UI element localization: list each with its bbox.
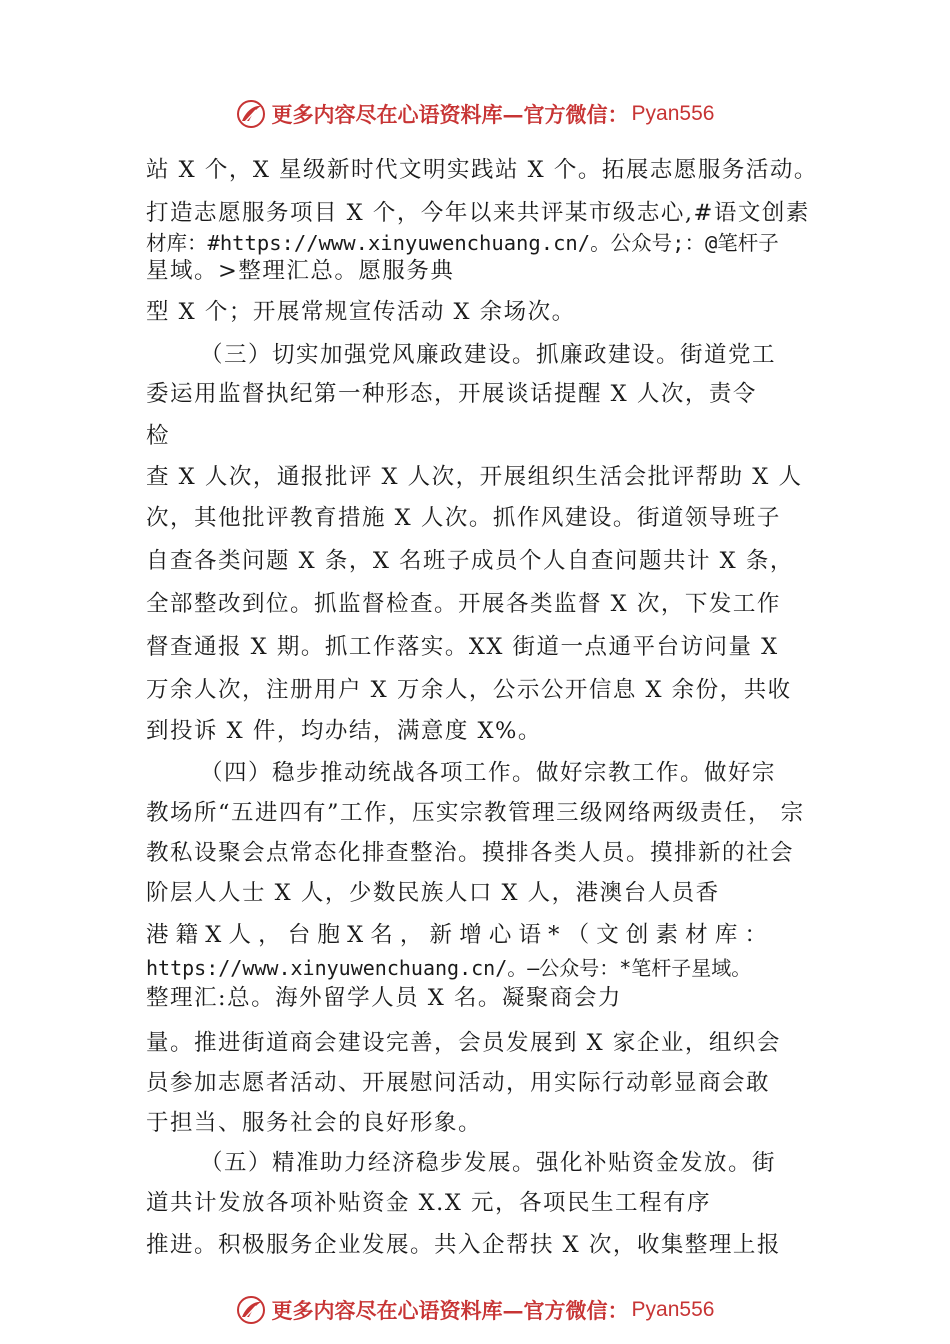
text-line: 星域。>整理汇总。愿服务典 (146, 258, 455, 284)
text-line: 到投诉 X 件，均办结，满意度 X%。 (146, 718, 542, 744)
text-line: 材库：#https://www.xinyuwenchuang.cn/。公众号;：@笔杆子 (146, 231, 779, 255)
text-line: 检 (146, 423, 171, 449)
brand-logo-icon (236, 99, 266, 129)
text-line: 教场所“五进四有”工作，压实宗教管理三级网络两级责任， 宗 (146, 800, 805, 826)
text-line: 站 X 个，X 星级新时代文明实践站 X 个。拓展志愿服务活动。 (146, 157, 818, 183)
text-line: 打造志愿服务项目 X 个，今年以来共评某市级志心,#语文创素 (146, 200, 810, 226)
text-line: 道共计发放各项补贴资金 X.X 元，各项民生工程有序 (146, 1190, 711, 1216)
text-line: 员参加志愿者活动、开展慰问活动，用实际行动彰显商会敢 (146, 1070, 771, 1096)
text-line: 量。推进街道商会建设完善，会员发展到 X 家企业，组织会 (146, 1030, 781, 1056)
text-line: 阶层人人士 X 人，少数民族人口 X 人，港澳台人员香 (146, 880, 720, 906)
text-line: 万余人次，注册用户 X 万余人，公示公开信息 X 余份，共收 (146, 677, 792, 703)
text-line: 查 X 人次，通报批评 X 人次，开展组织生活会批评帮助 X 人 (146, 464, 803, 490)
section-heading: （四）稳步推动统战各项工作。做好宗教工作。做好宗 (200, 760, 777, 786)
text-line: 型 X 个；开展常规宣传活动 X 余场次。 (146, 299, 576, 325)
section-heading: （五）精准助力经济稳步发展。强化补贴资金发放。街 (200, 1150, 777, 1176)
footer-banner (0, 1290, 950, 1330)
banner-text: 更多内容尽在心语资料库—官方微信： (271, 102, 629, 127)
text-line: 教私设聚会点常态化排查整治。摸排各类人员。摸排新的社会 (146, 840, 795, 866)
text-line: 次，其他批评教育措施 X 人次。抓作风建设。街道领导班子 (146, 505, 781, 531)
text-line: 委运用监督执纪第一种形态，开展谈话提醒 X 人次，责令 (146, 381, 757, 407)
text-line: 于担当、服务社会的良好形象。 (146, 1110, 483, 1136)
section-heading: （三）切实加强党风廉政建设。抓廉政建设。街道党工 (200, 342, 777, 368)
text-line: 推进。积极服务企业发展。共入企帮扶 X 次，收集整理上报 (146, 1232, 781, 1258)
banner-text: 更多内容尽在心语资料库—官方微信： (271, 1298, 629, 1323)
brand-logo-icon (236, 1295, 266, 1325)
banner-account: Pyan556 (631, 102, 715, 125)
text-line: 整理汇:总。海外留学人员 X 名。凝聚商会力 (146, 985, 622, 1011)
text-line: 港 籍 X 人 ， 台 胞 X 名 ， 新 增 心 语 * （ 文 创 素 材 库 ： (146, 922, 767, 948)
text-line: https://www.xinyuwenchuang.cn/。—公众号：*笔杆子星域。 (146, 956, 752, 980)
text-line: 全部整改到位。抓监督检查。开展各类监督 X 次，下发工作 (146, 591, 781, 617)
text-line: 督查通报 X 期。抓工作落实。XX 街道一点通平台访问量 X (146, 634, 779, 660)
banner-account: Pyan556 (631, 1298, 715, 1321)
header-banner (0, 94, 950, 134)
text-line: 自查各类问题 X 条，X 名班子成员个人自查问题共计 X 条， (146, 548, 794, 574)
